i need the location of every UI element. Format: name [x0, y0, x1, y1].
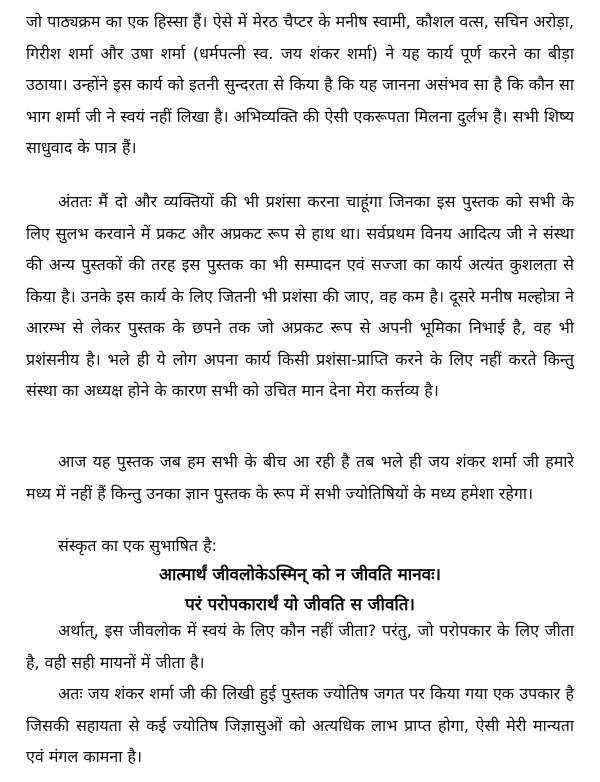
paragraph-legacy: आज यह पुस्तक जब हम सभी के बीच आ रही है तब भले ही जय शंकर शर्मा जी हमारे मध्य में नहीं हैं किन्तु उनका ज्ञान पुस्तक के रूप में सभी ज्योतिषियों के मध्य हमेशा रहेगा। [26, 452, 574, 503]
paragraph-verse-meaning: अर्थात्, इस जीवलोक में स्वयं के लिए कौन नहीं जीता? परंतु, जो परोपकार के लिए जीता है, वही सही मायनों में जीता है। [26, 621, 574, 672]
sanskrit-verse-line-1: आत्मार्थं जीवलोकेऽस्मिन् को न जीवति मानवः। [159, 565, 441, 585]
paragraph-subhashit-intro: संस्कृत का एक सुभाषित है: [58, 536, 217, 555]
paragraph-disciples-credit: जो पाठ्यक्रम का एक हिस्सा हैं। ऐसे में मेरठ चैप्टर के मनीष स्वामी, कौशल वत्स, सचिन अरोड़ा, गिरीश शर्मा और उषा शर्मा (धर्मपत्नी स्व. जय शंकर शर्मा) ने यह कार्य पूर्ण करने का बीड़ा उठाया। उन्होंने इस कार्य को इतनी सुन्दरता से किया है कि यह जानना असंभव सा है कि कौन सा भाग शर्मा जी ने स्वयं नहीं लिखा है। अभिव्यक्ति की ऐसी एकरूपता मिलना दुर्लभ है। सभी शिष्य साधुवाद के पात्र हैं। [26, 12, 574, 157]
paragraph-acknowledgements: अंततः मैं दो और व्यक्तियों की भी प्रशंसा करना चाहूंगा जिनका इस पुस्तक को सभी के लिए सुलभ करवाने में प्रकट और अप्रकट रूप से हाथ था। सर्वप्रथम विनय आदित्य जी ने संस्था की अन्य पुस्तकों की तरह इस पुस्तक का भी सम्पादन एवं सज्जा का कार्य अत्यंत कुशलता से किया है। उनके इस कार्य के लिए जितनी भी प्रशंसा की जाए, वह कम है। दूसरे मनीष मल्होत्रा ने आरम्भ से लेकर पुस्तक के छपने तक जो अप्रकट रूप से अपनी भूमिका निभाई है, वह भी प्रशंसनीय है। भले ही ये लोग अपना कार्य किसी प्रशंसा-प्राप्ति करने के लिए नहीं करते किन्तु संस्था का अध्यक्ष होने के कारण सभी को उचित मान देना मेरा कर्त्तव्य है। [26, 192, 574, 400]
paragraph-closing-wish: अतः जय शंकर शर्मा जी की लिखी हुई पुस्तक ज्योतिष जगत पर किया गया एक उपकार है जिसकी सहायता से कई ज्योतिष जिज्ञासुओं को अत्यधिक लाभ प्राप्त होगा, ऐसी मेरी मान्यता एवं मंगल कामना है। [26, 684, 574, 766]
sanskrit-verse-line-2: परं परोपकारार्थं यो जीवति स जीवति। [185, 595, 415, 615]
